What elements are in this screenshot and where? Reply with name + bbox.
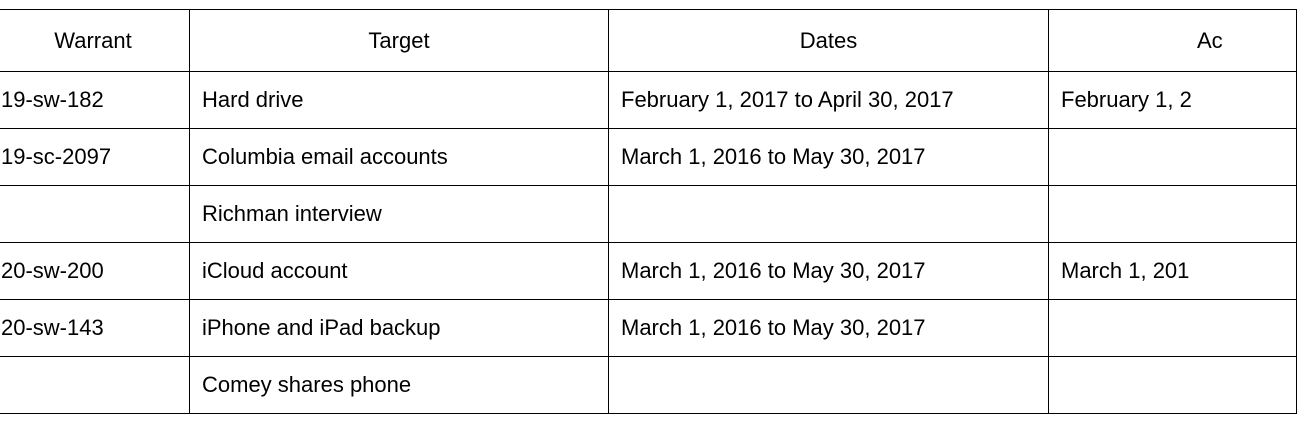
table-row — [0, 129, 1297, 186]
target-cell: Comey shares phone — [190, 357, 609, 414]
table-row — [0, 186, 1297, 243]
target-cell: iCloud account — [190, 243, 609, 300]
target-cell: iPhone and iPad backup — [190, 300, 609, 357]
warrants-table — [0, 9, 1297, 414]
target-cell: Hard drive — [190, 72, 609, 129]
warrant-cell: 20-sw-143 — [0, 300, 190, 357]
table-row — [0, 300, 1297, 357]
warrant-cell — [0, 186, 190, 243]
dates-cell — [609, 357, 1049, 414]
dates-cell: March 1, 2016 to May 30, 2017 — [609, 243, 1049, 300]
accessed-cell — [1049, 300, 1297, 357]
header-accessed: Ac — [1049, 10, 1297, 72]
dates-cell: March 1, 2016 to May 30, 2017 — [609, 129, 1049, 186]
accessed-cell — [1049, 357, 1297, 414]
header-row — [0, 10, 1297, 72]
table-row — [0, 72, 1297, 129]
dates-cell: March 1, 2016 to May 30, 2017 — [609, 300, 1049, 357]
accessed-cell — [1049, 186, 1297, 243]
dates-cell — [609, 186, 1049, 243]
header-dates: Dates — [609, 10, 1049, 72]
warrants-table-container — [0, 9, 1223, 414]
target-cell: Richman interview — [190, 186, 609, 243]
warrant-cell: 19-sc-2097 — [0, 129, 190, 186]
table-row — [0, 357, 1297, 414]
accessed-cell — [1049, 129, 1297, 186]
warrant-cell — [0, 357, 190, 414]
header-warrant: Warrant — [0, 10, 190, 72]
header-target: Target — [190, 10, 609, 72]
warrant-cell: 20-sw-200 — [0, 243, 190, 300]
accessed-cell: February 1, 2 — [1049, 72, 1297, 129]
dates-cell: February 1, 2017 to April 30, 2017 — [609, 72, 1049, 129]
warrant-cell: 19-sw-182 — [0, 72, 190, 129]
accessed-cell: March 1, 201 — [1049, 243, 1297, 300]
table-row — [0, 243, 1297, 300]
target-cell: Columbia email accounts — [190, 129, 609, 186]
